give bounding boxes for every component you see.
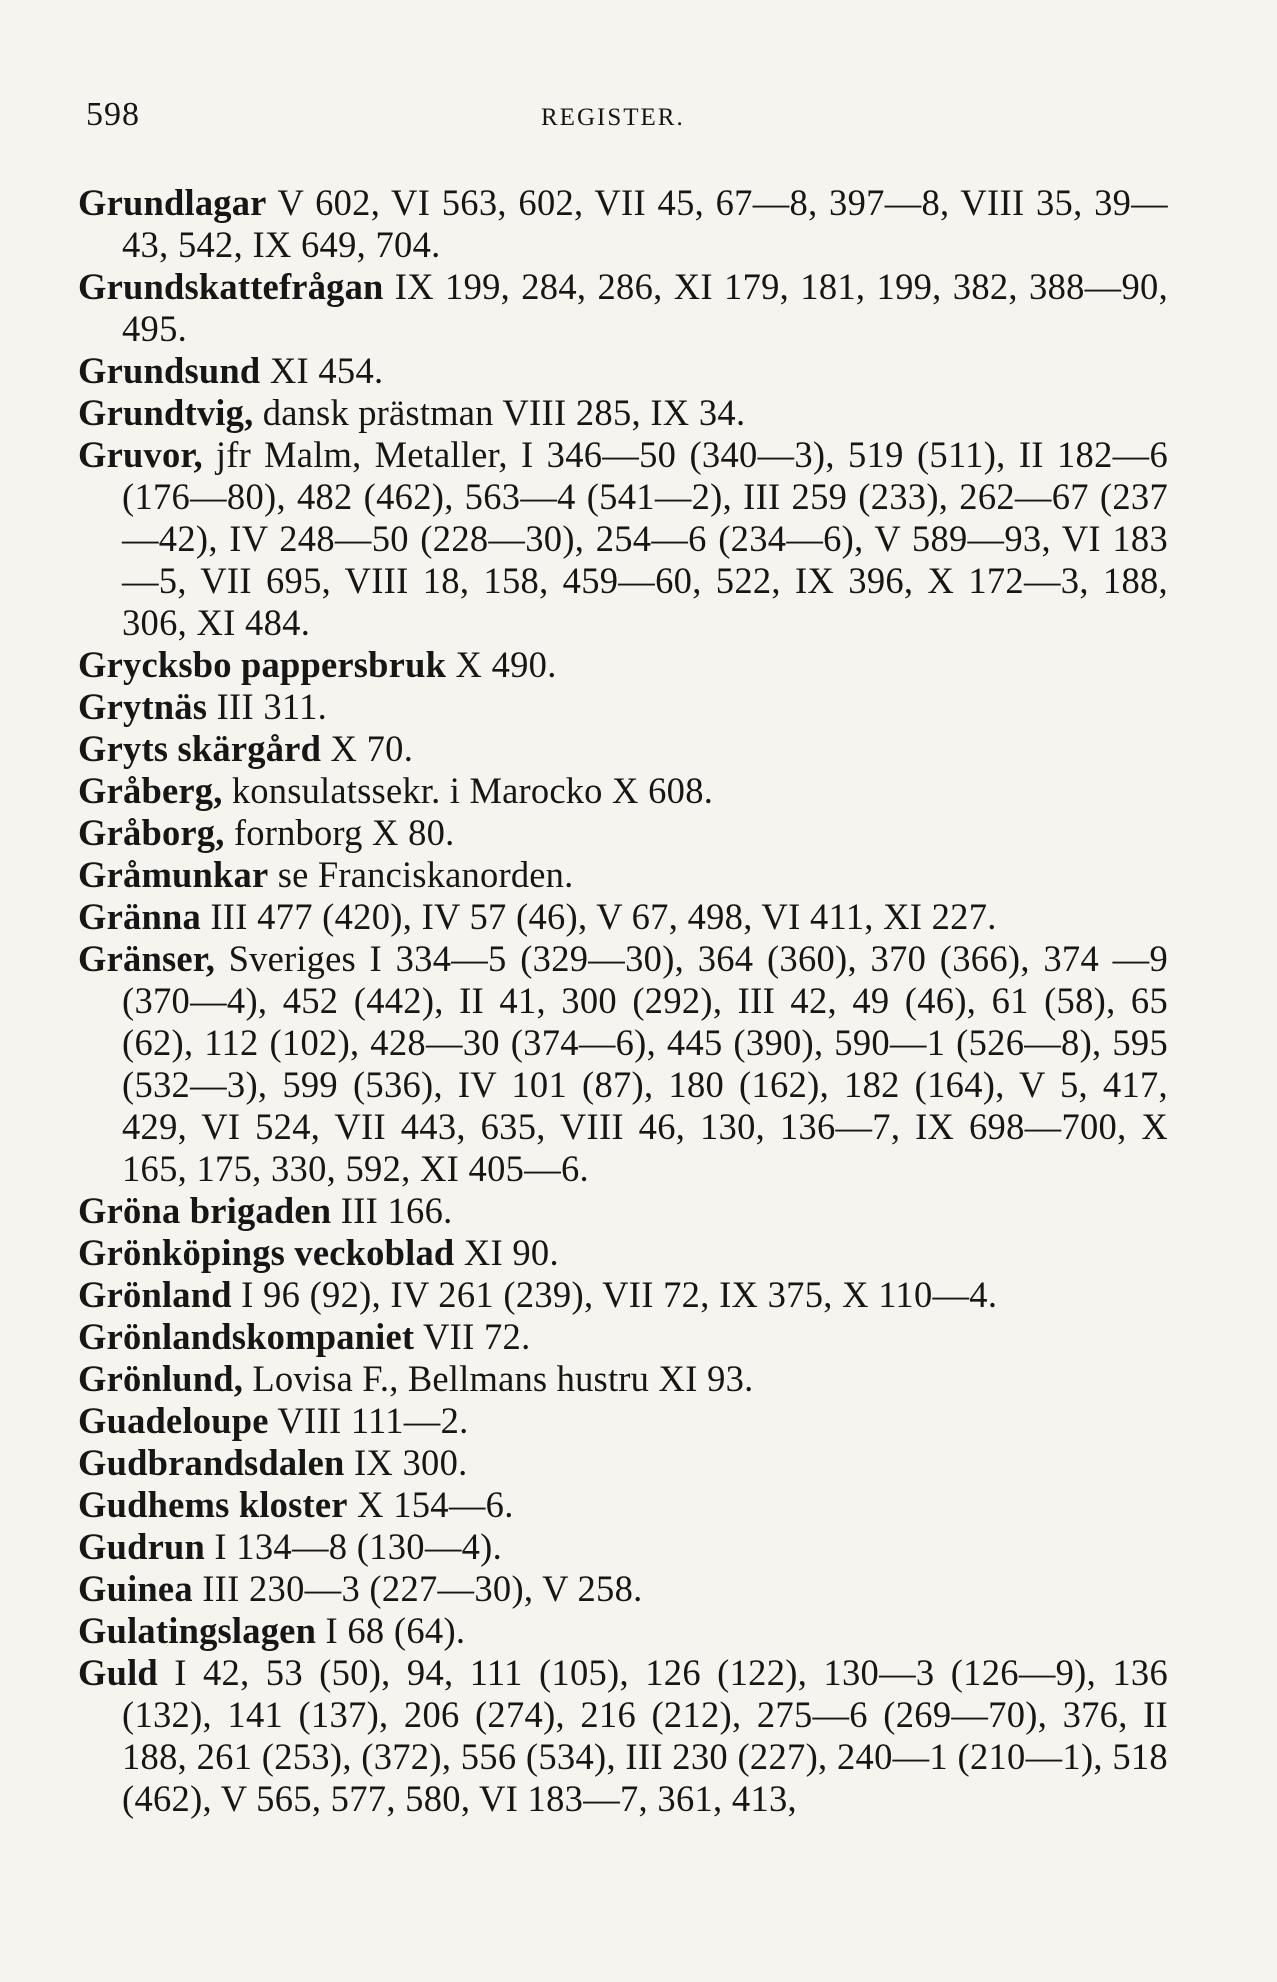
entry-heading: Gudrun xyxy=(78,1526,205,1567)
entry-references: XI 454. xyxy=(260,350,384,391)
entry-heading: Grönlund, xyxy=(78,1358,244,1399)
entry-heading: Guld xyxy=(78,1652,158,1693)
entry-heading: Grytnäs xyxy=(78,686,208,727)
index-entries xyxy=(78,182,1168,1820)
entry-heading: Gråborg, xyxy=(78,812,225,853)
entry-references: III 166. xyxy=(331,1190,453,1231)
entry-heading: Grundlagar xyxy=(78,182,267,223)
entry-heading: Grönköpings veckoblad xyxy=(78,1232,455,1273)
entry-references: I 346—50 (340—3), 519 (511), II 182—6 (176—80), 482 (462), 563—4 (541—2), III 259 (233), 262—67 (237—42), IV 248—50 (228—30), 254—6 (234—6), V 589—93, VI 183—5, VII 695, VIII 18, 158, 459—60, 522, IX 396, X 172—3, 188, 306, XI 484. xyxy=(122,434,1168,643)
index-entry xyxy=(78,1316,1168,1358)
entry-references: XI 90. xyxy=(454,1232,559,1273)
index-entry xyxy=(78,434,1168,644)
entry-heading: Gränna xyxy=(78,896,201,937)
entry-references: IX 199, 284, 286, XI 179, 181, 199, 382, 388—90, 495. xyxy=(122,266,1168,349)
entry-heading: Gruvor, xyxy=(78,434,203,475)
index-entry xyxy=(78,644,1168,686)
entry-references: VII 72. xyxy=(414,1316,531,1357)
entry-heading: Guinea xyxy=(78,1568,193,1609)
entry-heading: Gråberg, xyxy=(78,770,223,811)
entry-qualifier: dansk prästman xyxy=(253,392,494,433)
entry-heading: Grundskattefrågan xyxy=(78,266,384,307)
entry-references: III 477 (420), IV 57 (46), V 67, 498, VI 411, XI 227. xyxy=(200,896,997,937)
entry-qualifier: konsulatssekr. i Marocko xyxy=(222,770,603,811)
page-number: 598 xyxy=(86,96,140,133)
entry-qualifier: se Franciskanorden. xyxy=(268,854,574,895)
entry-heading: Gryts skärgård xyxy=(78,728,322,769)
entry-references: I 96 (92), IV 261 (239), VII 72, IX 375, X 110—4. xyxy=(231,1274,998,1315)
running-head: REGISTER. xyxy=(541,104,685,131)
index-entry xyxy=(78,1400,1168,1442)
index-entry xyxy=(78,350,1168,392)
entry-heading: Gudhems kloster xyxy=(78,1484,348,1525)
index-entry xyxy=(78,182,1168,266)
entry-references: III 311. xyxy=(207,686,328,727)
entry-heading: Grundtvig, xyxy=(78,392,254,433)
index-entry xyxy=(78,728,1168,770)
index-entry xyxy=(78,770,1168,812)
entry-heading: Gudbrandsdalen xyxy=(78,1442,345,1483)
entry-heading: Guadeloupe xyxy=(78,1400,269,1441)
page-header xyxy=(86,96,1176,140)
index-entry xyxy=(78,938,1168,1190)
index-entry xyxy=(78,1274,1168,1316)
index-entry xyxy=(78,1568,1168,1610)
index-entry xyxy=(78,392,1168,434)
index-entry xyxy=(78,896,1168,938)
entry-references: X 608. xyxy=(602,770,714,811)
index-entry xyxy=(78,686,1168,728)
entry-heading: Gröna brigaden xyxy=(78,1190,332,1231)
entry-references: VIII 285, IX 34. xyxy=(493,392,746,433)
index-entry xyxy=(78,1610,1168,1652)
entry-references: X 80. xyxy=(362,812,455,853)
index-entry xyxy=(78,854,1168,896)
index-entry xyxy=(78,1442,1168,1484)
entry-qualifier: Sveriges xyxy=(215,938,356,979)
entry-qualifier: Lovisa F., Bellmans hustru xyxy=(243,1358,650,1399)
entry-heading: Gråmunkar xyxy=(78,854,269,895)
entry-references: X 70. xyxy=(321,728,414,769)
entry-heading: Gränser, xyxy=(78,938,216,979)
index-entry xyxy=(78,1190,1168,1232)
entry-references: I 42, 53 (50), 94, 111 (105), 126 (122), 130—3 (126—9), 136 (132), 141 (137), 206 (274), 216 (212), 275—6 (269—70), 376, II 188, 261 (253), (372), 556 (534), III 230 (227), 240—1 (210—1), 518 (462), V 565, 577, 580, VI 183—7, 361, 413, xyxy=(122,1652,1168,1819)
entry-references: X 490. xyxy=(446,644,557,685)
entry-heading: Grundsund xyxy=(78,350,261,391)
entry-references: X 154—6. xyxy=(347,1484,514,1525)
entry-heading: Grönlandskompaniet xyxy=(78,1316,415,1357)
entry-references: V 602, VI 563, 602, VII 45, 67—8, 397—8, VIII 35, 39—43, 542, IX 649, 704. xyxy=(122,182,1168,265)
entry-heading: Gulatingslagen xyxy=(78,1610,317,1651)
index-entry xyxy=(78,1232,1168,1274)
entry-qualifier: jfr Malm, Metaller, xyxy=(202,434,508,475)
entry-heading: Grönland xyxy=(78,1274,232,1315)
entry-references: VIII 111—2. xyxy=(268,1400,469,1441)
entry-references: XI 93. xyxy=(649,1358,754,1399)
entry-references: I 334—5 (329—30), 364 (360), 370 (366), 374 —9 (370—4), 452 (442), II 41, 300 (292), III 42, 49 (46), 61 (58), 65 (62), 112 (102), 428—30 (374—6), 445 (390), 590—1 (526—8), 595 (532—3), 599 (536), IV 101 (87), 180 (162), 182 (164), V 5, 417, 429, VI 524, VII 443, 635, VIII 46, 130, 136—7, IX 698—700, X 165, 175, 330, 592, XI 405—6. xyxy=(122,938,1168,1189)
entry-references: IX 300. xyxy=(344,1442,468,1483)
index-entry xyxy=(78,1358,1168,1400)
index-entry xyxy=(78,266,1168,350)
entry-references: III 230—3 (227—30), V 258. xyxy=(192,1568,643,1609)
entry-qualifier: fornborg xyxy=(224,812,363,853)
entry-references: I 68 (64). xyxy=(316,1610,466,1651)
index-entry xyxy=(78,1526,1168,1568)
entry-heading: Grycksbo pappersbruk xyxy=(78,644,447,685)
entry-references: I 134—8 (130—4). xyxy=(205,1526,503,1567)
index-entry xyxy=(78,1652,1168,1820)
index-entry xyxy=(78,812,1168,854)
index-entry xyxy=(78,1484,1168,1526)
